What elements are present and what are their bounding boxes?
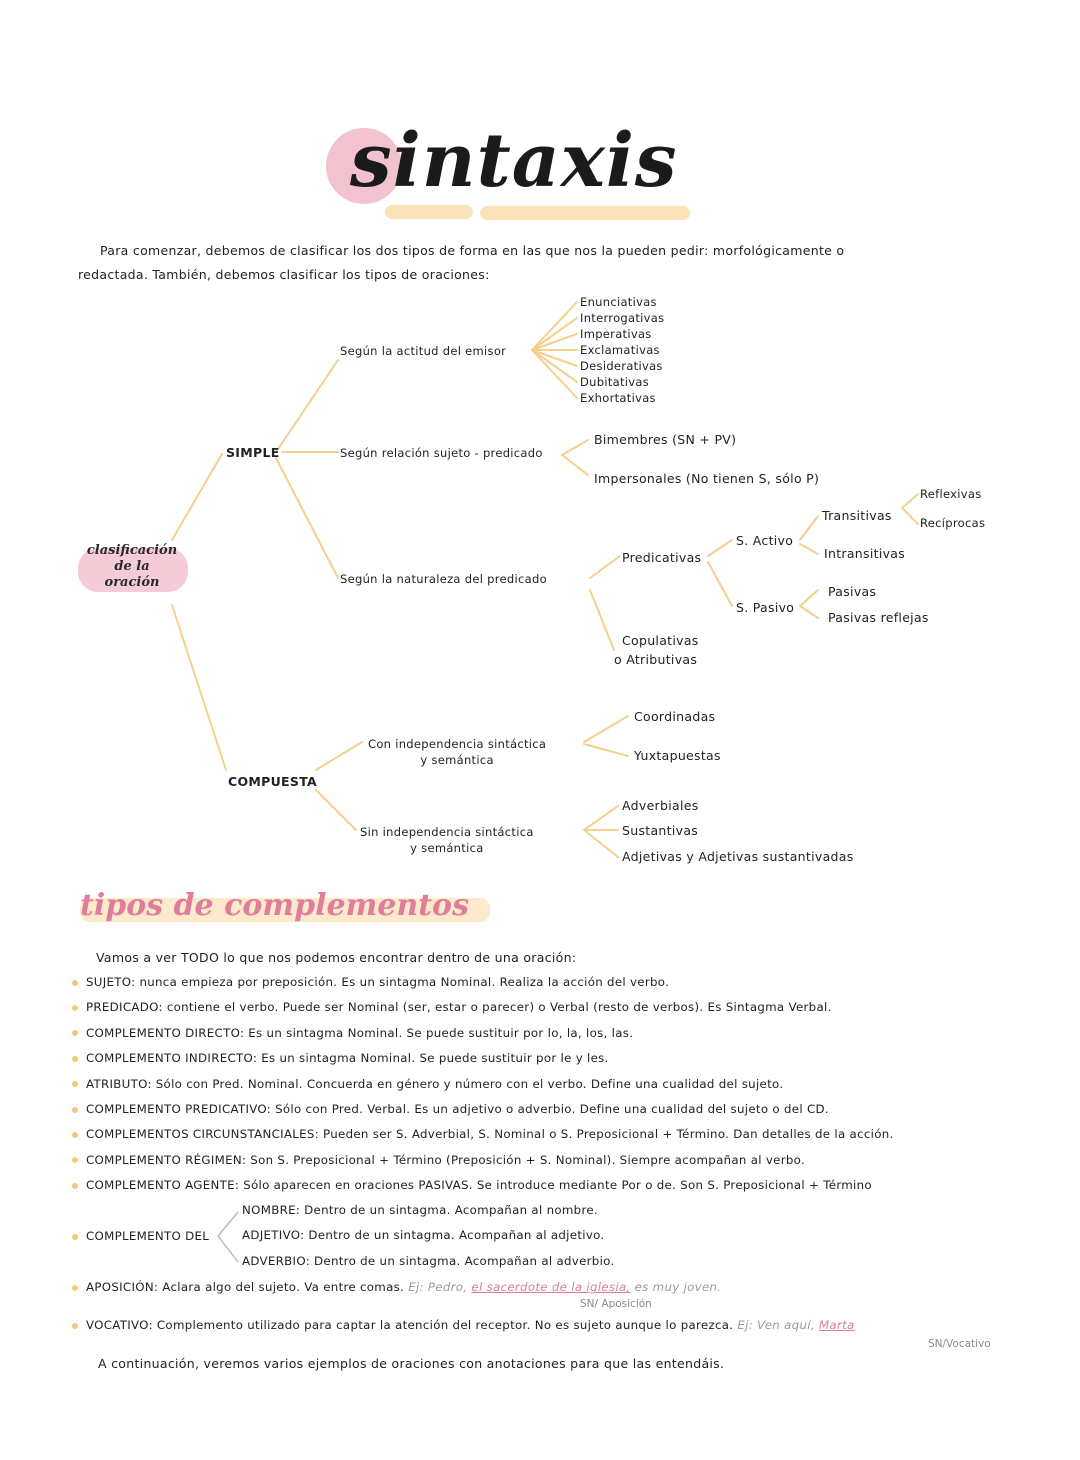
complemento-del-label: COMPLEMENTO DEL: [72, 1224, 209, 1249]
node-sustantivas: Sustantivas: [622, 823, 699, 838]
node-bimembres: Bimembres (SN + PV): [594, 432, 737, 447]
bullet-icon: [72, 1005, 78, 1011]
node-adverbiales: Adverbiales: [622, 798, 699, 813]
bullet-icon: [72, 1081, 78, 1087]
actitud-list: [580, 294, 664, 406]
node-con-independencia: [368, 736, 546, 768]
vocativo-item: VOCATIVO: Complemento utilizado para captar la atención del receptor. No es sujeto aunque lo parezca. Ej: Ven aquí, Marta: [72, 1313, 855, 1338]
node-sin-independencia-line: Sin independencia sintáctica: [360, 825, 534, 839]
actitud-item: Exhortativas: [580, 391, 656, 405]
node-reflexivas: Reflexivas: [920, 487, 982, 501]
node-reciprocas: Recíprocas: [920, 516, 986, 530]
list-item: ATRIBUTO: Sólo con Pred. Nominal. Concuerda en género y número con el verbo. Define una cualidad del sujeto.: [72, 1072, 894, 1097]
complemento-del-list: [242, 1198, 615, 1274]
node-sin-independencia: [360, 824, 534, 856]
complemento-del-item: ADVERBIO: Dentro de un sintagma. Acompañan al adverbio.: [242, 1253, 615, 1268]
tree-root: [80, 543, 184, 591]
node-simple: SIMPLE: [226, 445, 280, 460]
bullet-icon: [72, 1107, 78, 1113]
node-pasivas-reflejas: Pasivas reflejas: [828, 610, 929, 625]
list-item: COMPLEMENTO AGENTE: Sólo aparecen en oraciones PASIVAS. Se introduce mediante Por o de. Son S. Preposicional + Término: [72, 1173, 894, 1198]
node-actitud: Según la actitud del emisor: [340, 344, 507, 358]
aposicion-tag: SN/ Aposición: [580, 1298, 652, 1310]
node-impersonales: Impersonales (No tienen S, sólo P): [594, 471, 820, 486]
node-compuesta: COMPUESTA: [228, 774, 318, 789]
list-item: COMPLEMENTO PREDICATIVO: Sólo con Pred. Verbal. Es un adjetivo o adverbio. Define una cualidad del sujeto o del CD.: [72, 1097, 894, 1122]
actitud-item: Enunciativas: [580, 295, 657, 309]
vocativo-example: Ej: Ven aquí,: [737, 1318, 815, 1332]
node-con-independencia-line: y semántica: [420, 753, 494, 767]
actitud-item: Desiderativas: [580, 359, 663, 373]
node-copulativas: Copulativas: [622, 633, 699, 648]
bullet-icon: [72, 1183, 78, 1189]
bullet-icon: [72, 1056, 78, 1062]
actitud-item: Exclamativas: [580, 343, 660, 357]
node-pasivas: Pasivas: [828, 584, 877, 599]
intro-line-1: Para comenzar, debemos de clasificar los dos tipos de forma en las que nos la pueden pedir: morfológicamente o: [100, 243, 845, 258]
list-item: COMPLEMENTO RÉGIMEN: Son S. Preposicional + Término (Preposición + S. Nominal). Siempre acompañan al verbo.: [72, 1148, 894, 1173]
list-item: COMPLEMENTO DIRECTO: Es un sintagma Nominal. Se puede sustituir por lo, la, los, las.: [72, 1021, 894, 1046]
node-transitivas: Transitivas: [822, 508, 892, 523]
bullet-icon: [72, 980, 78, 986]
aposicion-example-end: es muy joven.: [634, 1280, 722, 1294]
aposicion-example-highlight: el sacerdote de la iglesia,: [471, 1280, 631, 1294]
node-con-independencia-line: Con independencia sintáctica: [368, 737, 547, 751]
node-naturaleza: Según la naturaleza del predicado: [340, 572, 547, 586]
node-adjetivas: Adjetivas y Adjetivas sustantivadas: [622, 849, 854, 864]
node-s-activo: S. Activo: [736, 533, 794, 548]
node-atributivas: o Atributivas: [614, 652, 698, 667]
vocativo-tag: SN/Vocativo: [928, 1338, 991, 1350]
bullet-icon: [72, 1234, 78, 1240]
node-relacion: Según relación sujeto - predicado: [340, 446, 543, 460]
page-title: sintaxis: [350, 118, 678, 204]
actitud-item: Imperativas: [580, 327, 652, 341]
tree-root-line: de la: [114, 559, 150, 574]
aposicion-example: Ej: Pedro,: [408, 1280, 468, 1294]
list-item: COMPLEMENTOS CIRCUNSTANCIALES: Pueden ser S. Adverbial, S. Nominal o S. Preposicional + Término. Dan detalles de la acción.: [72, 1122, 894, 1147]
bullet-icon: [72, 1030, 78, 1036]
list-item: COMPLEMENTO INDIRECTO: Es un sintagma Nominal. Se puede sustituir por le y les.: [72, 1046, 894, 1071]
bullet-icon: [72, 1157, 78, 1163]
actitud-item: Interrogativas: [580, 311, 665, 325]
complemento-del-item: NOMBRE: Dentro de un sintagma. Acompañan al nombre.: [242, 1203, 598, 1217]
section-heading: tipos de complementos: [80, 888, 469, 923]
aposicion-item: APOSICIÓN: Aclara algo del sujeto. Va entre comas. Ej: Pedro, el sacerdote de la iglesia, es muy joven.: [72, 1275, 721, 1300]
tree-root-line: clasificación: [86, 543, 178, 558]
node-sin-independencia-line: y semántica: [410, 841, 484, 855]
complemento-del-item: ADJETIVO: Dentro de un sintagma. Acompañan al adjetivo.: [242, 1228, 605, 1243]
actitud-item: Dubitativas: [580, 375, 650, 389]
vocativo-example-highlight: Marta: [818, 1318, 855, 1332]
complementos-list: [72, 970, 894, 1199]
node-predicativas: Predicativas: [622, 550, 702, 565]
node-s-pasivo: S. Pasivo: [736, 600, 795, 615]
node-coordinadas: Coordinadas: [634, 709, 716, 724]
intro-line-2: redactada. También, debemos clasificar los tipos de oraciones:: [78, 267, 490, 282]
bullet-icon: [72, 1323, 78, 1329]
list-item: SUJETO: nunca empieza por preposición. Es un sintagma Nominal. Realiza la acción del verbo.: [72, 970, 894, 995]
tree-root-line: oración: [104, 575, 160, 590]
section-intro: Vamos a ver TODO lo que nos podemos encontrar dentro de una oración:: [96, 950, 577, 965]
list-item: PREDICADO: contiene el verbo. Puede ser Nominal (ser, estar o parecer) o Verbal (resto de verbos). Es Sintagma Verbal.: [72, 995, 894, 1020]
bullet-icon: [72, 1285, 78, 1291]
section-outro: A continuación, veremos varios ejemplos de oraciones con anotaciones para que las entendáis.: [98, 1356, 725, 1371]
bullet-icon: [72, 1132, 78, 1138]
node-intransitivas: Intransitivas: [824, 546, 906, 561]
node-yuxtapuestas: Yuxtapuestas: [634, 748, 721, 763]
